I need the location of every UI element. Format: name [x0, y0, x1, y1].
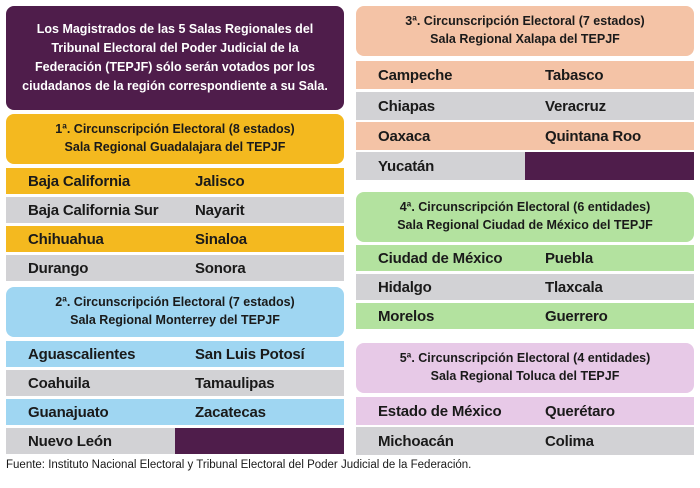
c4-subtitle: Sala Regional Ciudad de México del TEPJF: [397, 218, 653, 232]
table-row: [6, 341, 344, 367]
c2-table: [6, 341, 344, 455]
table-row: [356, 92, 694, 120]
state-cell: Baja California Sur: [28, 201, 159, 219]
c5-subtitle: Sala Regional Toluca del TEPJF: [430, 369, 620, 383]
state-cell: Chihuahua: [28, 230, 104, 248]
empty-cell: [525, 152, 694, 180]
table-row: [6, 226, 344, 252]
table-row: [356, 274, 694, 300]
state-cell: Durango: [28, 259, 89, 277]
table-row: [6, 370, 344, 396]
table-row: [356, 427, 694, 455]
state-cell: Zacatecas: [195, 403, 266, 421]
c4-title: 4ª. Circunscripción Electoral (6 entidades): [399, 200, 651, 214]
state-cell: Tabasco: [545, 66, 604, 84]
c5-header: [356, 343, 694, 393]
c1-title: 1ª. Circunscripción Electoral (8 estados): [55, 122, 295, 136]
c2-title: 2ª. Circunscripción Electoral (7 estados): [55, 295, 295, 309]
c5-title: 5ª. Circunscripción Electoral (4 entidades): [399, 351, 651, 365]
state-cell: Campeche: [378, 66, 453, 84]
state-cell: Guanajuato: [28, 403, 109, 421]
c3-title: 3ª. Circunscripción Electoral (7 estados): [405, 14, 645, 28]
c4-table: [356, 245, 694, 331]
empty-cell: [175, 428, 344, 454]
table-row: [6, 428, 344, 454]
state-cell: Coahuila: [28, 374, 90, 392]
state-cell: Chiapas: [378, 97, 435, 115]
state-cell: Colima: [545, 432, 594, 450]
intro-text: Los Magistrados de las 5 Salas Regionales del Tribunal Electoral del Poder Judicial de la Federación (TEPJF) sólo serán votados por los ciudadanos de la región correspondiente a su Sala.: [22, 22, 328, 93]
table-row: [356, 152, 694, 180]
table-row: [356, 397, 694, 425]
table-row: [6, 197, 344, 223]
state-cell: Hidalgo: [378, 278, 432, 296]
table-row: [356, 61, 694, 89]
c3-table: [356, 61, 694, 181]
state-cell: Nuevo León: [28, 432, 112, 450]
c2-subtitle: Sala Regional Monterrey del TEPJF: [70, 313, 280, 327]
state-cell: Veracruz: [545, 97, 606, 115]
state-cell: Estado de México: [378, 402, 502, 420]
state-cell: Yucatán: [378, 157, 435, 175]
c1-subtitle: Sala Regional Guadalajara del TEPJF: [64, 140, 286, 154]
intro-box: [6, 6, 344, 110]
state-cell: Sonora: [195, 259, 246, 277]
table-row: [6, 255, 344, 281]
c5-table: [356, 397, 694, 455]
table-row: [356, 122, 694, 150]
state-cell: Nayarit: [195, 201, 245, 219]
c3-subtitle: Sala Regional Xalapa del TEPJF: [430, 32, 620, 46]
state-cell: Puebla: [545, 249, 593, 267]
state-cell: Baja California: [28, 172, 131, 190]
state-cell: Quintana Roo: [545, 127, 641, 145]
state-cell: Michoacán: [378, 432, 454, 450]
state-cell: Tlaxcala: [545, 278, 603, 296]
state-cell: Oaxaca: [378, 127, 431, 145]
c2-header: [6, 287, 344, 337]
c4-header: [356, 192, 694, 242]
table-row: [356, 245, 694, 271]
source-note: Fuente: Instituto Nacional Electoral y Tribunal Electoral del Poder Judicial de la Federación.: [6, 459, 472, 471]
state-cell: San Luis Potosí: [195, 345, 305, 363]
state-cell: Guerrero: [545, 307, 608, 325]
state-cell: Morelos: [378, 307, 435, 325]
state-cell: Ciudad de México: [378, 249, 503, 267]
table-row: [6, 168, 344, 194]
c1-header: [6, 114, 344, 164]
c3-header: [356, 6, 694, 56]
state-cell: Tamaulipas: [195, 374, 275, 392]
state-cell: Aguascalientes: [28, 345, 136, 363]
state-cell: Sinaloa: [195, 230, 247, 248]
state-cell: Querétaro: [545, 402, 615, 420]
table-row: [6, 399, 344, 425]
table-row: [356, 303, 694, 329]
c1-table: [6, 168, 344, 283]
state-cell: Jalisco: [195, 172, 245, 190]
